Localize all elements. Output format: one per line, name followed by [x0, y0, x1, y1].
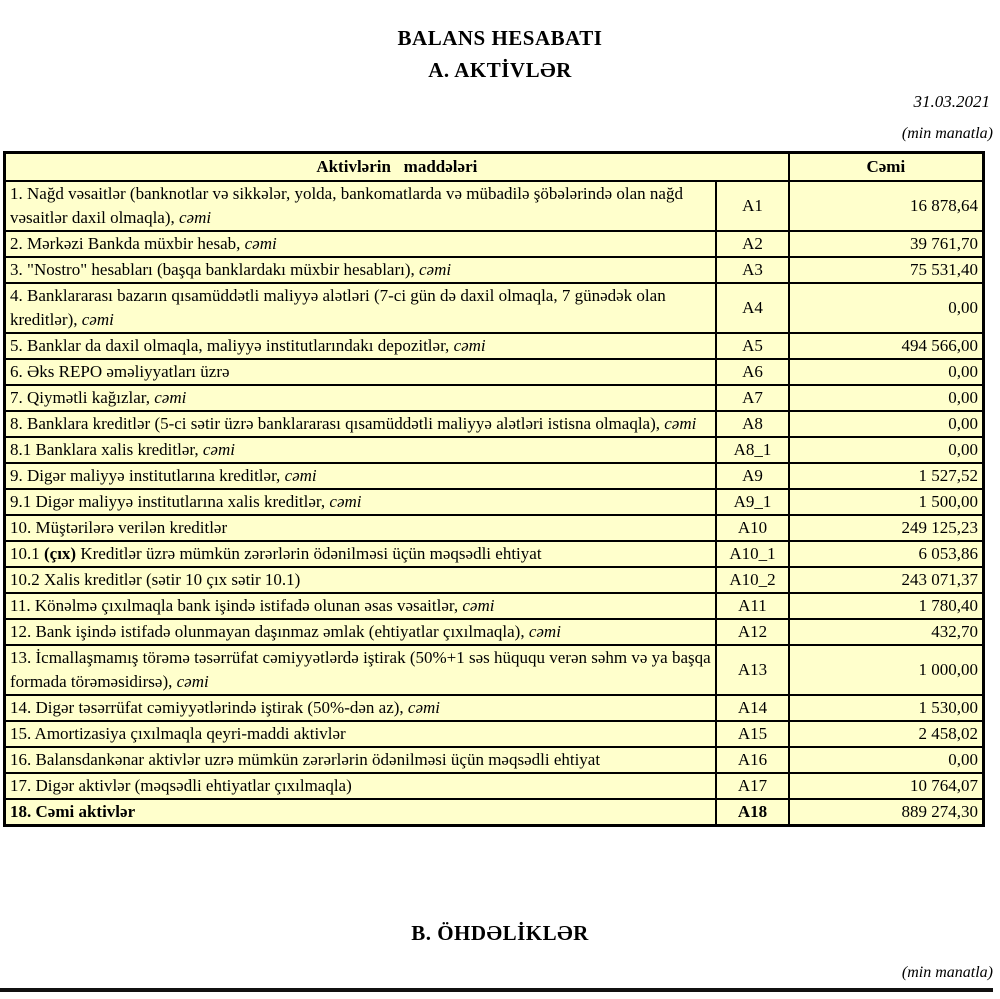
row-label: 12. Bank işində istifadə olunmayan daşınmaz əmlak (ehtiyatlar çıxılmaqla), cəmi [5, 619, 717, 645]
row-code: A10_2 [716, 567, 788, 593]
row-value: 0,00 [789, 411, 984, 437]
table-row [5, 463, 984, 489]
row-code: A8 [716, 411, 788, 437]
row-label: 15. Amortizasiya çıxılmaqla qeyri-maddi aktivlər [5, 721, 717, 747]
row-code: A13 [716, 645, 788, 695]
table-row [5, 515, 984, 541]
row-code: A9 [716, 463, 788, 489]
row-value: 0,00 [789, 747, 984, 773]
row-label: 17. Digər aktivlər (məqsədli ehtiyatlar çıxılmaqla) [5, 773, 717, 799]
row-code: A15 [716, 721, 788, 747]
section-a-title: A. AKTİVLƏR [428, 58, 572, 82]
table-row [5, 181, 984, 231]
row-label: 10.2 Xalis kreditlər (sətir 10 çıx sətir 10.1) [5, 567, 717, 593]
table-row [5, 567, 984, 593]
table-row [5, 799, 984, 826]
table-row [5, 257, 984, 283]
row-value: 0,00 [789, 359, 984, 385]
row-value: 1 780,40 [789, 593, 984, 619]
row-value: 494 566,00 [789, 333, 984, 359]
row-label: 13. İcmallaşmamış törəmə təsərrüfat cəmiyyətlərdə iştirak (50%+1 səs hüququ verən səhm və ya başqa formada törəməsidirsə), cəmi [5, 645, 717, 695]
total-column-header: Cəmi [789, 153, 984, 182]
row-value: 10 764,07 [789, 773, 984, 799]
assets-table-body [5, 181, 984, 826]
table-row [5, 773, 984, 799]
items-column-header: Aktivlərin maddələri [5, 153, 789, 182]
row-value: 1 530,00 [789, 695, 984, 721]
row-label: 9. Digər maliyyə institutlarına kreditlər, cəmi [5, 463, 717, 489]
row-value: 1 000,00 [789, 645, 984, 695]
row-code: A5 [716, 333, 788, 359]
row-value: 889 274,30 [789, 799, 984, 826]
table-row [5, 333, 984, 359]
row-value: 432,70 [789, 619, 984, 645]
assets-table-header-row [5, 153, 984, 182]
table-row [5, 747, 984, 773]
table-row [5, 489, 984, 515]
row-label: 10.1 (çıx) Kreditlər üzrə mümkün zərərlərin ödənilməsi üçün məqsədli ehtiyat [5, 541, 717, 567]
row-label: 6. Əks REPO əməliyyatları üzrə [5, 359, 717, 385]
assets-table-wrapper [3, 151, 985, 827]
row-value: 249 125,23 [789, 515, 984, 541]
table-row [5, 541, 984, 567]
row-value: 39 761,70 [789, 231, 984, 257]
table-row [5, 619, 984, 645]
row-value: 243 071,37 [789, 567, 984, 593]
row-code: A1 [716, 181, 788, 231]
row-code: A2 [716, 231, 788, 257]
row-label: 11. Könəlmə çıxılmaqla bank işində istifadə olunan əsas vəsaitlər, cəmi [5, 593, 717, 619]
row-label: 14. Digər təsərrüfat cəmiyyətlərində iştirak (50%-dən az), cəmi [5, 695, 717, 721]
row-label: 5. Banklar da daxil olmaqla, maliyyə institutlarındakı depozitlər, cəmi [5, 333, 717, 359]
table-row [5, 231, 984, 257]
row-code: A16 [716, 747, 788, 773]
row-code: A4 [716, 283, 788, 333]
row-code: A7 [716, 385, 788, 411]
table-row [5, 593, 984, 619]
table-row [5, 359, 984, 385]
row-label: 16. Balansdankənar aktivlər uzrə mümkün zərərlərin ödənilməsi üçün məqsədli ehtiyat [5, 747, 717, 773]
row-value: 75 531,40 [789, 257, 984, 283]
row-label: 8.1 Banklara xalis kreditlər, cəmi [5, 437, 717, 463]
row-code: A8_1 [716, 437, 788, 463]
row-code: A18 [716, 799, 788, 826]
row-label: 8. Banklara kreditlər (5-ci sətir üzrə banklararası qısamüddətli maliyyə alətləri istisna olmaqla), cəmi [5, 411, 717, 437]
row-value: 16 878,64 [789, 181, 984, 231]
row-label: 18. Cəmi aktivlər [5, 799, 717, 826]
row-code: A10 [716, 515, 788, 541]
row-label: 10. Müştərilərə verilən kreditlər [5, 515, 717, 541]
unit-note-a: (min manatla) [901, 125, 993, 142]
report-date: 31.03.2021 [913, 92, 990, 111]
row-code: A17 [716, 773, 788, 799]
row-label: 1. Nağd vəsaitlər (banknotlar və sikkələr, yolda, bankomatlarda və mübadilə şöbələrində olan nağd vəsaitlər daxil olmaqla), cəmi [5, 181, 717, 231]
row-code: A3 [716, 257, 788, 283]
row-value: 6 053,86 [789, 541, 984, 567]
row-code: A11 [716, 593, 788, 619]
table-row [5, 721, 984, 747]
row-code: A9_1 [716, 489, 788, 515]
row-label: 4. Banklararası bazarın qısamüddətli maliyyə alətləri (7-ci gün də daxil olmaqla, 7 günədək olan kreditlər), cəmi [5, 283, 717, 333]
row-value: 2 458,02 [789, 721, 984, 747]
table-row [5, 645, 984, 695]
row-label: 9.1 Digər maliyyə institutlarına xalis kreditlər, cəmi [5, 489, 717, 515]
row-code: A12 [716, 619, 788, 645]
table-row [5, 695, 984, 721]
unit-note-b: (min manatla) [901, 964, 993, 981]
row-value: 0,00 [789, 283, 984, 333]
row-value: 1 527,52 [789, 463, 984, 489]
section-b-title: B. ÖHDƏLİKLƏR [411, 921, 589, 945]
table-row [5, 283, 984, 333]
assets-table [3, 151, 985, 827]
next-table-top-border [0, 988, 993, 992]
row-label: 3. "Nostro" hesabları (başqa banklardakı müxbir hesabları), cəmi [5, 257, 717, 283]
report-title: BALANS HESABATI [397, 26, 603, 50]
row-label: 2. Mərkəzi Bankda müxbir hesab, cəmi [5, 231, 717, 257]
row-label: 7. Qiymətli kağızlar, cəmi [5, 385, 717, 411]
row-value: 1 500,00 [789, 489, 984, 515]
table-row [5, 437, 984, 463]
table-row [5, 385, 984, 411]
row-code: A6 [716, 359, 788, 385]
row-code: A14 [716, 695, 788, 721]
table-row [5, 411, 984, 437]
row-code: A10_1 [716, 541, 788, 567]
row-value: 0,00 [789, 385, 984, 411]
row-value: 0,00 [789, 437, 984, 463]
